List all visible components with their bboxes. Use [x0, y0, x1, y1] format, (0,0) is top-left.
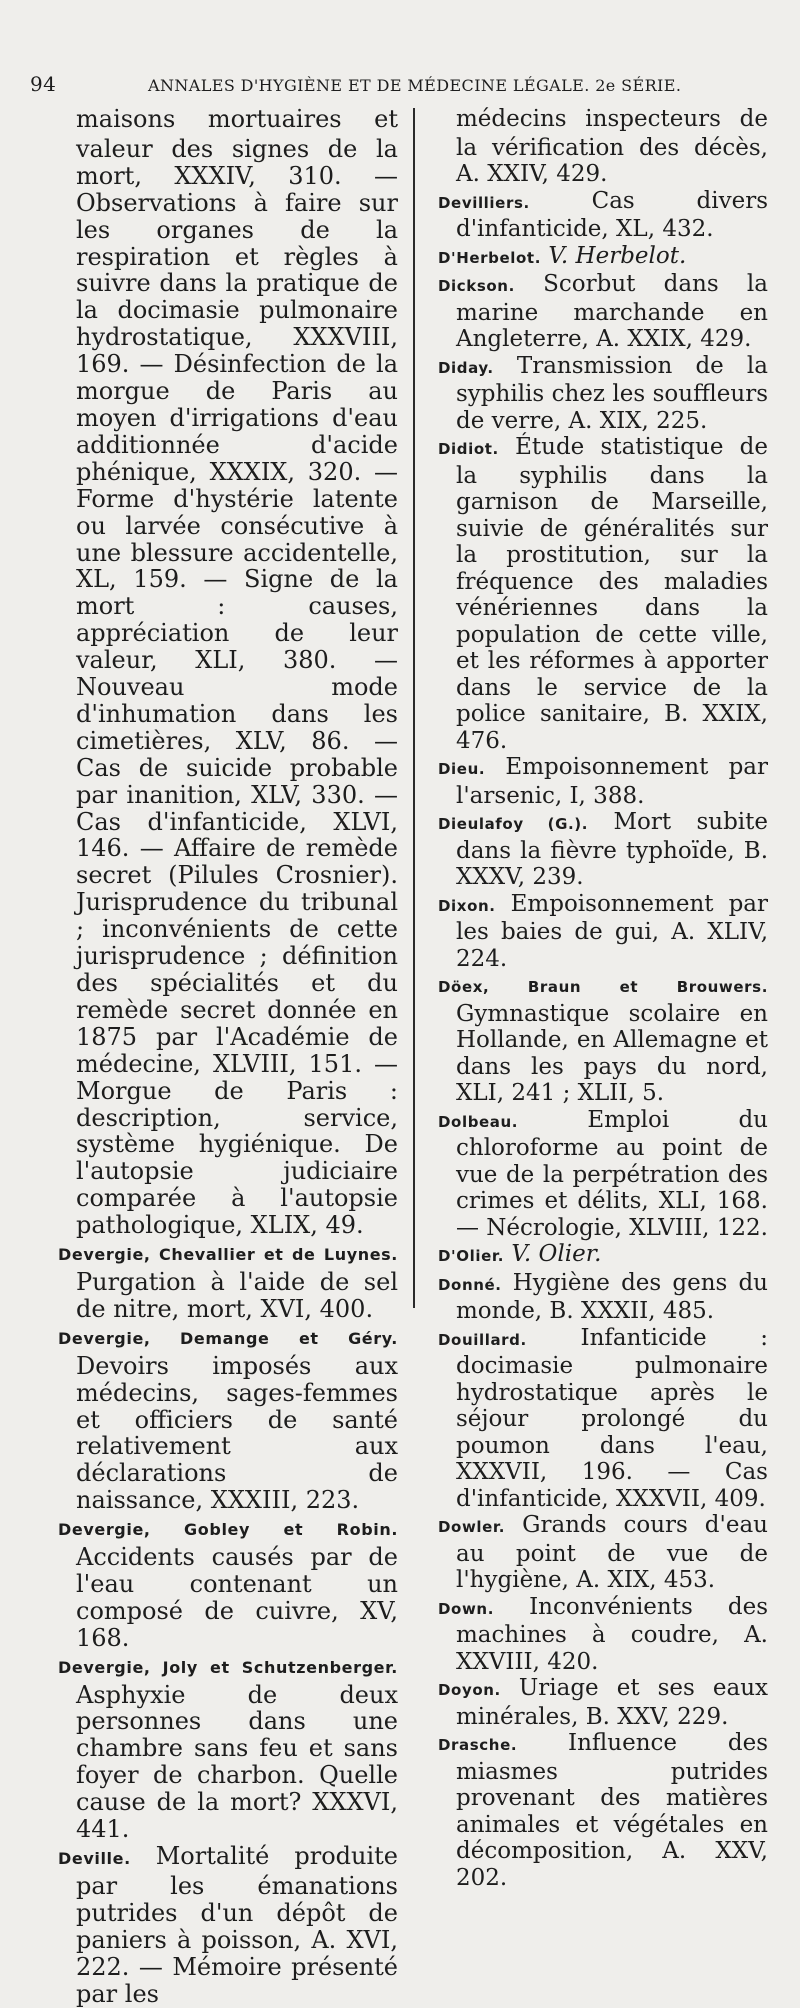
entry-text: Mortalité produite par les émanations putrides d'un dépôt de paniers à poisson, A. XVI, 222. — Mémoire présenté par les: [76, 1842, 398, 2008]
index-entry: [58, 1652, 398, 1843]
entry-author: Diday.: [438, 358, 494, 377]
entry-author: Devergie, Joly et Schutzenberger.: [58, 1657, 398, 1677]
entry-text: Emploi du chloroforme au point de vue de la perpétration des crimes et délits, XLI, 168.— Nécrologie, XLVIII, 122.: [456, 1106, 768, 1241]
entry-author: Döex, Braun et Brouwers.: [438, 978, 768, 996]
entry-text: Asphyxie de deux personnes dans une chambre sans feu et sans foyer de charbon. Quelle cause de la mort? XXXVI, 441.: [76, 1680, 398, 1844]
entry-author: Deville.: [58, 1849, 131, 1868]
page-number: 94: [30, 72, 57, 96]
entry-author: Dieulafoy (G.).: [438, 815, 589, 833]
index-entry: [58, 1239, 398, 1323]
entry-author: D'Herbelot.: [438, 248, 541, 267]
column-divider: [413, 108, 415, 1308]
index-entry: [438, 243, 768, 272]
index-entry: [58, 1323, 398, 1514]
entry-text: V. Olier.: [511, 1241, 602, 1267]
entry-author: Devergie, Demange et Géry.: [58, 1328, 398, 1348]
index-entry: [438, 1512, 768, 1594]
entry-author: Down.: [438, 1599, 494, 1618]
index-entry: [438, 1675, 768, 1730]
entry-author: Drasche.: [438, 1736, 518, 1754]
entry-text: médecins inspecteurs de la vérification des décès, A. XXIV, 429.: [456, 106, 768, 187]
entry-author: Devergie, Gobley et Robin.: [58, 1520, 398, 1540]
entry-author: Devilliers.: [438, 193, 530, 212]
entry-author: Donné.: [438, 1275, 502, 1294]
index-entry: [438, 972, 768, 1107]
entry-text: Gymnastique scolaire en Hollande, en Allemagne et dans les pays du nord, XLI, 241 ; XLII, 5.: [456, 1000, 768, 1106]
index-entry: [438, 106, 768, 188]
page-header: [30, 68, 770, 102]
index-entry: [438, 188, 768, 243]
index-entry: [438, 1730, 768, 1891]
entry-text: maisons mortuaires et valeur des signes de la mort, XXXIV, 310. — Observations à faire sur les organes de la respiration et règles à suivre dans la pratique de la docimasie pulmonaire hydrostatique, XXXVIII, 169. — Désinfection de la morgue de Paris au moyen d'irrigations d'eau additionnée d'acide phénique, XXXIX, 320. — Forme d'hystérie latente ou larvée consécutive à une blessure accidentelle, XL, 159. — Signe de la mort : causes, appréciation de leur valeur, XLI, 380. —Nouveau mode d'inhumation dans les cimetières, XLV, 86. — Cas de suicide probable par inanition, XLV, 330. — Cas d'infanticide, XLVI, 146. — Affaire de remède secret (Pilules Crosnier). Jurisprudence du tribunal ; inconvénients de cette jurisprudence ; définition des spécialités et du remède secret donnée en 1875 par l'Académie de médecine, XLVIII, 151. — Morgue de Paris : description, service, système hygiénique. De l'autopsie judiciaire comparée à l'autopsie pathologique, XLIX, 49.: [76, 105, 398, 1240]
entry-author: Didiot.: [438, 440, 499, 458]
index-entry: [438, 1107, 768, 1242]
index-entry: [438, 754, 768, 809]
entry-text: Infanticide : docimasie pulmonaire hydrostatique après le séjour prolongé du poumon dans l'eau, XXXVII, 196. — Cas d'infanticide, XXXVII, 409.: [456, 1324, 768, 1512]
entry-author: Devergie, Chevallier et de Luynes.: [58, 1245, 398, 1265]
entry-author: Dolbeau.: [438, 1112, 519, 1131]
left-column: [58, 105, 398, 2008]
entry-author: Doyon.: [438, 1681, 501, 1699]
entry-text: Hygiène des gens du monde, B. XXXII, 485.: [456, 1269, 768, 1324]
entry-text: Inconvénients des machines à coudre, A. XXVIII, 420.: [456, 1593, 768, 1675]
entry-text: Étude statistique de la syphilis dans la garnison de Marseille, suivie de généralités sur la prostitution, sur la fréquence des maladies vénériennes dans la population de cette ville, et les réformes à apporter dans le service de la police sanitaire, B. XXIX, 476.: [456, 434, 769, 754]
entry-text: V. Herbelot.: [548, 242, 687, 269]
index-entry: [438, 434, 768, 754]
running-title: ANNALES D'HYGIÈNE ET DE MÉDECINE LÉGALE. 2e SÉRIE.: [148, 76, 682, 95]
index-entry: [438, 809, 768, 891]
entry-text: Empoisonnement par les baies de gui, A. XLIV, 224.: [456, 890, 768, 972]
right-column: [438, 106, 769, 1891]
entry-text: Transmission de la syphilis chez les souffleurs de verre, A. XIX, 225.: [456, 352, 769, 434]
entry-author: Dickson.: [438, 277, 515, 295]
index-entry: [58, 1843, 398, 2007]
entry-text: Purgation à l'aide de sel de nitre, mort, XVI, 400.: [76, 1267, 398, 1323]
entry-text: Mort subite dans la fièvre typhoïde, B. XXXV, 239.: [456, 809, 769, 890]
index-entry: [438, 1594, 768, 1676]
entry-text: Cas divers d'infanticide, XL, 432.: [456, 187, 768, 242]
index-entry: [438, 1325, 768, 1513]
entry-text: Accidents causés par de l'eau contenant un composé de cuivre, XV, 168.: [76, 1543, 398, 1652]
entry-text: Devoirs imposés aux médecins, sages-femmes et officiers de santé relativement aux déclarations de naissance, XXXIII, 223.: [76, 1351, 398, 1515]
index-entry: [438, 353, 768, 435]
index-entry: [438, 1270, 768, 1325]
entry-author: Dowler.: [438, 1518, 506, 1536]
entry-author: Dieu.: [438, 760, 486, 778]
entry-text: Scorbut dans la marine marchande en Angleterre, A. XXIX, 429.: [456, 271, 768, 352]
entry-author: Douillard.: [438, 1330, 527, 1349]
index-entry: [438, 891, 768, 973]
index-entry: [58, 106, 398, 1239]
entry-text: Uriage et ses eaux minérales, B. XXV, 229.: [456, 1675, 768, 1730]
entry-text: Grands cours d'eau au point de vue de l'hygiène, A. XIX, 453.: [456, 1512, 768, 1593]
index-entry: [58, 1514, 398, 1652]
entry-text: Empoisonnement par l'arsenic, I, 388.: [456, 754, 768, 809]
index-entry: [438, 271, 768, 353]
index-entry: [438, 1241, 768, 1270]
entry-author: D'Olier.: [438, 1247, 505, 1265]
entry-text: Influence des miasmes putrides provenant des matières animales et végétales en décomposition, A. XXV, 202.: [456, 1730, 769, 1891]
entry-author: Dixon.: [438, 896, 496, 915]
